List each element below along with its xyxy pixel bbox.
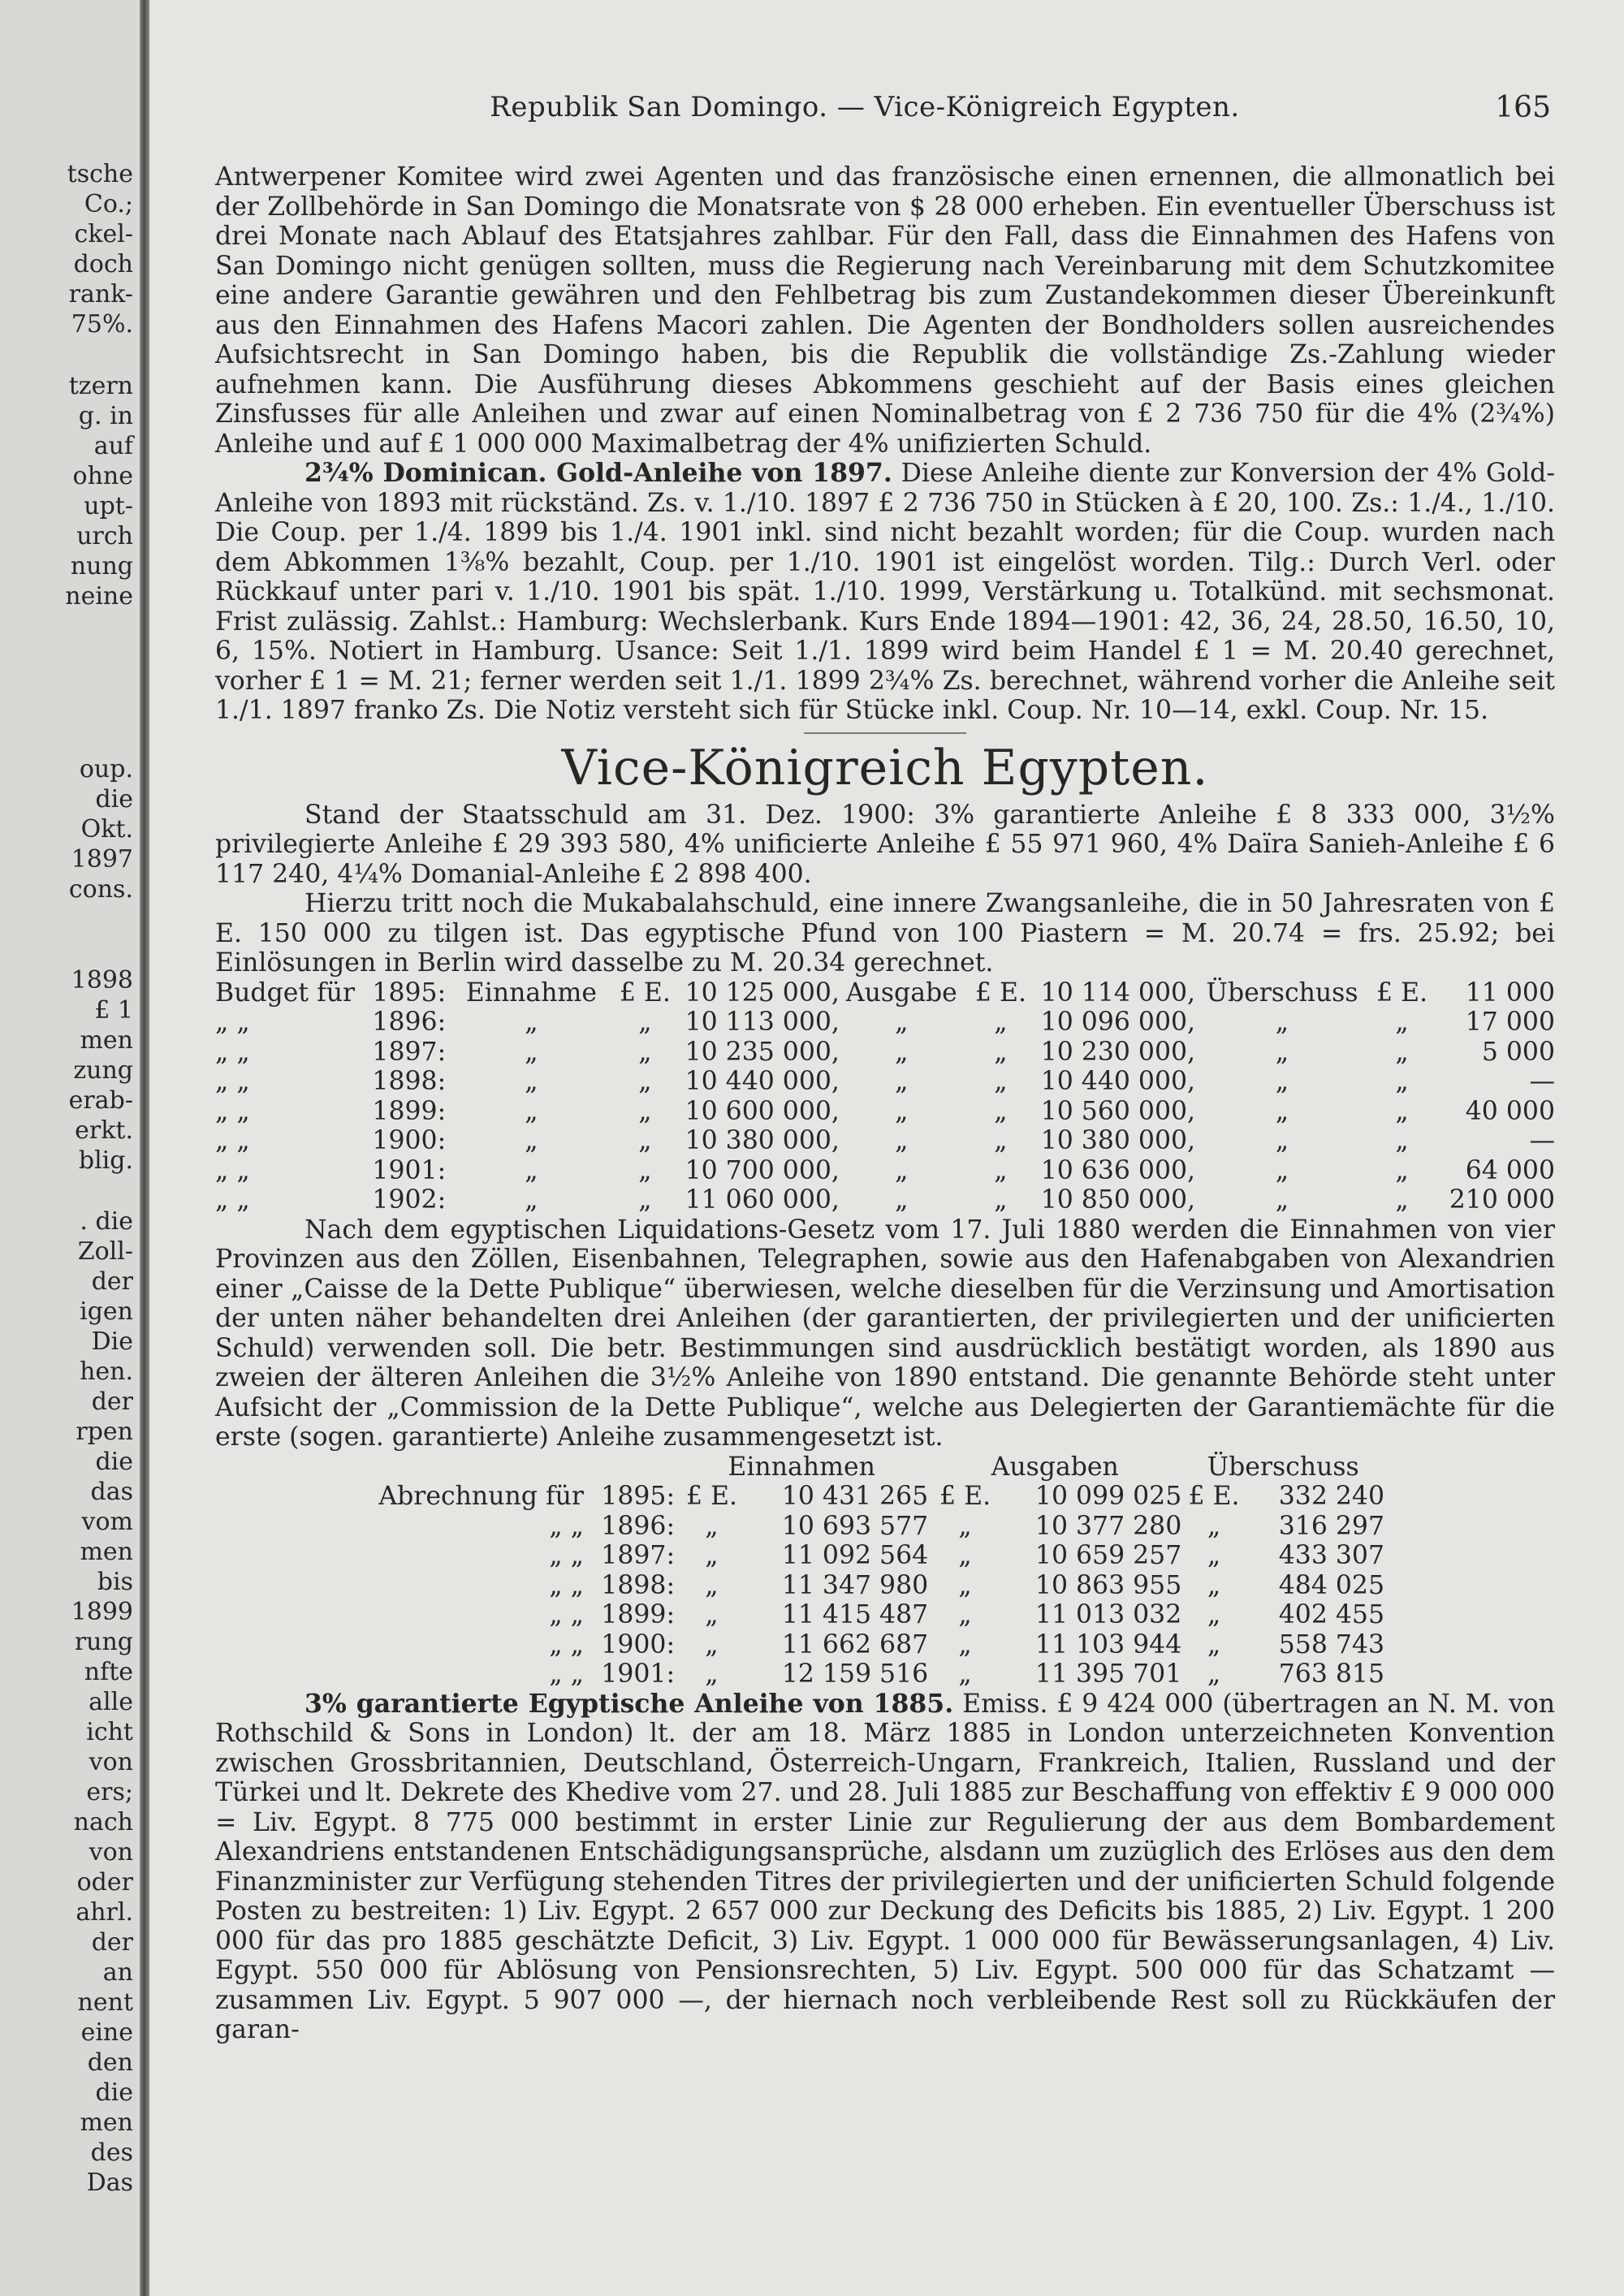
- accounts-cell-aus: 10 659 257: [1034, 1541, 1182, 1570]
- budget-cell-aus-lbl: „: [895, 1096, 909, 1126]
- accounts-cell-ein: 12 159 516: [781, 1659, 929, 1689]
- budget-cell-ein-lbl: „: [525, 1008, 538, 1037]
- left-page-fragment: 1898: [71, 966, 133, 995]
- budget-cell-ein-cur: „: [638, 1067, 652, 1096]
- accounts-cell-ein: 10 693 577: [781, 1511, 929, 1541]
- left-page-fragment: 1897: [71, 845, 133, 874]
- text-column: [215, 162, 1555, 2045]
- budget-cell-ein: 10 700 000,: [685, 1155, 840, 1185]
- left-page-fragment: tsche: [67, 160, 133, 188]
- budget-row: [215, 1067, 1555, 1097]
- budget-cell-ueb-cur: „: [1395, 1096, 1409, 1126]
- left-page-fragment: 1899: [71, 1598, 133, 1626]
- left-page-fragment: die: [95, 2078, 133, 2107]
- left-page-fragment: tzern: [68, 372, 133, 400]
- budget-cell-ein-cur: „: [638, 1185, 652, 1215]
- left-page-fragment: blig.: [78, 1146, 133, 1175]
- left-page-fragment: den: [87, 2048, 133, 2077]
- budget-row: [215, 1126, 1555, 1156]
- budget-cell-ein-cur: „: [638, 1126, 652, 1155]
- left-page-fragment: £ 1: [94, 996, 133, 1025]
- budget-cell-aus-cur: „: [994, 1096, 1008, 1126]
- budget-cell-lbl: „ „: [215, 1037, 250, 1067]
- budget-cell-ein-lbl: Einnahme: [465, 978, 597, 1008]
- left-page-fragment: das: [90, 1478, 133, 1506]
- budget-cell-ein-cur: „: [638, 1008, 652, 1037]
- left-page-fragment: men: [80, 1026, 133, 1055]
- budget-cell-ueb-cur: „: [1395, 1067, 1409, 1096]
- budget-cell-ueb-cur: „: [1395, 1037, 1409, 1067]
- left-page-fragment: nung: [70, 552, 133, 580]
- left-page-fragment: ohne: [72, 462, 133, 490]
- left-page-fragment: men: [80, 2108, 133, 2137]
- loan-1885-text: Emiss. £ 9 424 000 (übertragen an N. M. von Rothschild & Sons in London) lt. der am 18. März 1885 in London unterzeichneten Konvention zwischen Grossbritannien, Deutschland, Österreich-Ungarn, Frankreich, Italien, Russland und der Türkei und lt. Dekrete des Khedive vom 27. und 28. Juli 1885 zur Beschaffung von effektiv £ 9 000 000 = Liv. Egypt. 8 775 000 bestimmt in erster Linie zur Regulierung der aus dem Bombardement Alexandriens entstandenen Entschädigungsansprüche, alsdann um zuzüglich des Erlöses aus den dem Finanzminister zur Verfügung stehenden Titres der privilegierten und der unificierten Schuld folgende Posten zu bestreiten: 1) Liv. Egypt. 2 657 000 zur Deckung des Deficits bis 1885, 2) Liv. Egypt. 1 200 000 für das pro 1885 geschätzte Deficit, 3) Liv. Egypt. 1 000 000 für Bewässerungsanlagen, 4) Liv. Egypt. 550 000 für Ablösung von Pensionsrechten, 5) Liv. Egypt. 500 000 für das Schatzamt — zusammen Liv. Egypt. 5 907 000 —, der hiernach noch verbleibende Rest soll zu Rückkäufen der garan-: [215, 1689, 1556, 2044]
- budget-cell-ueb: 11 000: [1465, 978, 1555, 1008]
- budget-row: [215, 1185, 1555, 1215]
- page-number: 165: [1495, 91, 1551, 124]
- accounts-cell-aus-cur: „: [958, 1570, 972, 1600]
- accounts-cell-ein-cur: „: [705, 1600, 719, 1629]
- budget-cell-ein-cur: „: [638, 1096, 652, 1126]
- left-page-fragment: erab-: [68, 1086, 133, 1115]
- left-page-fragment: alle: [89, 1688, 133, 1716]
- budget-cell-ueb: 210 000: [1449, 1185, 1555, 1215]
- budget-cell-aus-lbl: „: [895, 1008, 909, 1037]
- accounts-cell-aus: 11 013 032: [1034, 1600, 1182, 1629]
- budget-cell-year: 1901:: [372, 1155, 447, 1185]
- accounts-cell-lbl: „ „: [549, 1541, 584, 1570]
- budget-cell-ein-cur: „: [638, 1155, 652, 1185]
- budget-cell-ueb: 64 000: [1465, 1155, 1555, 1185]
- budget-cell-ein: 10 440 000,: [685, 1067, 840, 1096]
- paragraph-loan-1885: [215, 1690, 1555, 2045]
- book-gutter: [140, 0, 149, 2296]
- accounts-cell-ueb-cur: „: [1207, 1541, 1221, 1570]
- left-page-fragment: igen: [80, 1297, 133, 1326]
- accounts-cell-lbl: „ „: [549, 1511, 584, 1541]
- left-page-fragment: icht: [86, 1718, 133, 1746]
- budget-cell-aus: 10 230 000,: [1040, 1037, 1196, 1067]
- left-page-fragment: zung: [73, 1056, 133, 1085]
- budget-cell-aus-lbl: „: [895, 1155, 909, 1185]
- budget-cell-lbl: „ „: [215, 1155, 250, 1185]
- budget-cell-ueb-cur: „: [1395, 1008, 1409, 1037]
- accounts-header-row: [215, 1452, 1384, 1482]
- accounts-cell-ein-cur: „: [705, 1541, 719, 1570]
- accounts-cell-year: 1899:: [601, 1600, 676, 1629]
- accounts-cell-ueb: 433 307: [1278, 1541, 1384, 1570]
- accounts-cell-ein: 11 092 564: [781, 1541, 929, 1570]
- budget-cell-year: 1902:: [372, 1185, 447, 1215]
- accounts-cell-ueb: 316 297: [1278, 1511, 1384, 1541]
- accounts-cell-aus: 10 099 025: [1034, 1482, 1182, 1511]
- budget-cell-ueb-lbl: „: [1275, 1096, 1289, 1126]
- budget-cell-aus-lbl: Ausgabe: [845, 978, 957, 1008]
- budget-cell-ueb-cur: „: [1395, 1185, 1409, 1215]
- accounts-cell-year: 1901:: [601, 1659, 676, 1689]
- left-page-fragment: nent: [77, 1988, 133, 2017]
- paragraph-debt-status: Stand der Staatsschuld am 31. Dez. 1900: 3% garantierte Anleihe £ 8 333 000, 3½% privilegierte Anleihe £ 29 393 580, 4% unificierte Anleihe £ 55 971 960, 4% Daïra Sanieh-Anleihe £ 6 117 240, 4¼% Domanial-Anleihe £ 2 898 400.: [215, 800, 1555, 889]
- budget-cell-aus-cur: £ E.: [974, 978, 1026, 1008]
- accounts-cell-aus-cur: „: [958, 1541, 972, 1570]
- running-title: Republik San Domingo. — Vice-Königreich Egypten.: [490, 91, 1240, 123]
- budget-cell-ein-lbl: „: [525, 1067, 538, 1096]
- left-page-fragment: des: [90, 2138, 133, 2167]
- budget-table: [215, 978, 1555, 1215]
- left-page-fragment: urch: [76, 522, 133, 550]
- accounts-cell-ein-cur: „: [705, 1570, 719, 1600]
- budget-cell-ueb-cur: „: [1395, 1126, 1409, 1155]
- budget-row: [215, 1038, 1555, 1068]
- budget-cell-ueb: —: [1529, 1126, 1555, 1155]
- paragraph-mukabala: Hierzu tritt noch die Mukabalahschuld, eine innere Zwangsanleihe, die in 50 Jahresraten von £ E. 150 000 zu tilgen ist. Das egyptische Pfund von 100 Piastern = M. 20.74 = frs. 25.92; bei Einlösungen in Berlin wird dasselbe zu M. 20.34 gerechnet.: [215, 889, 1555, 978]
- accounts-table: [215, 1452, 1384, 1690]
- accounts-cell-lbl: Abrechnung für: [378, 1482, 584, 1511]
- budget-row: [215, 1097, 1555, 1127]
- budget-cell-ueb-lbl: „: [1275, 1126, 1289, 1155]
- budget-cell-ein: 10 380 000,: [685, 1126, 840, 1155]
- budget-cell-aus: 10 096 000,: [1040, 1008, 1196, 1037]
- left-page-fragment: der: [91, 1388, 133, 1416]
- accounts-cell-ueb-cur: „: [1207, 1511, 1221, 1541]
- left-page-fragment: Das: [86, 2169, 133, 2197]
- budget-cell-ueb-cur: £ E.: [1376, 978, 1428, 1008]
- accounts-cell-year: 1897:: [601, 1541, 676, 1570]
- accounts-cell-ein-cur: „: [705, 1659, 719, 1689]
- budget-cell-aus-cur: „: [994, 1067, 1008, 1096]
- accounts-cell-aus: 11 395 701: [1034, 1659, 1182, 1689]
- budget-cell-aus-lbl: „: [895, 1037, 909, 1067]
- budget-cell-ein-cur: £ E.: [619, 978, 671, 1008]
- left-page-fragment: Zoll-: [77, 1237, 133, 1266]
- accounts-cell-ein-cur: „: [705, 1511, 719, 1541]
- budget-cell-ein-lbl: „: [525, 1037, 538, 1067]
- left-page-fragment: . die: [80, 1207, 133, 1236]
- left-page-fragment: die: [95, 785, 133, 814]
- left-page-fragment: Co.;: [84, 190, 133, 218]
- left-page-fragment: nfte: [84, 1658, 133, 1686]
- accounts-cell-year: 1896:: [601, 1511, 676, 1541]
- budget-row: [215, 978, 1555, 1008]
- budget-cell-ueb-lbl: Überschuss: [1206, 978, 1358, 1008]
- accounts-cell-aus: 10 863 955: [1034, 1570, 1182, 1600]
- budget-cell-ein: 10 235 000,: [685, 1037, 840, 1067]
- budget-cell-lbl: „ „: [215, 1096, 250, 1126]
- budget-cell-year: 1895:: [372, 978, 447, 1008]
- budget-cell-year: 1898:: [372, 1067, 447, 1096]
- budget-cell-year: 1897:: [372, 1037, 447, 1067]
- accounts-cell-ein: 11 347 980: [781, 1570, 929, 1600]
- left-page-fragment: von: [89, 1838, 133, 1867]
- budget-cell-ueb-lbl: „: [1275, 1155, 1289, 1185]
- header-ausgaben: Ausgaben: [991, 1452, 1119, 1482]
- accounts-row: [215, 1659, 1384, 1690]
- accounts-cell-ueb-cur: „: [1207, 1570, 1221, 1600]
- budget-cell-ueb-lbl: „: [1275, 1008, 1289, 1037]
- budget-cell-year: 1900:: [372, 1126, 447, 1155]
- left-page-fragment: Okt.: [80, 815, 133, 844]
- left-page-fragment: men: [80, 1538, 133, 1566]
- budget-row: [215, 1008, 1555, 1038]
- budget-cell-ein: 10 125 000,: [685, 978, 840, 1008]
- left-page-fragment: doch: [73, 250, 133, 278]
- accounts-cell-ueb-cur: £ E.: [1188, 1482, 1240, 1511]
- budget-cell-ein-lbl: „: [525, 1155, 538, 1185]
- budget-cell-ueb-lbl: „: [1275, 1037, 1289, 1067]
- loan-heading: 2¾% Dominican. Gold-Anleihe von 1897.: [304, 458, 892, 488]
- left-page-fragment: ahrl.: [76, 1898, 133, 1927]
- accounts-cell-ueb: 402 455: [1278, 1600, 1384, 1629]
- left-page-fragment: an: [102, 1958, 133, 1987]
- left-page-fragment: neine: [65, 582, 133, 611]
- budget-cell-aus-lbl: „: [895, 1185, 909, 1215]
- accounts-cell-year: 1900:: [601, 1629, 676, 1659]
- budget-cell-aus-cur: „: [994, 1185, 1008, 1215]
- accounts-cell-ein-cur: £ E.: [685, 1482, 737, 1511]
- budget-cell-lbl: „ „: [215, 1126, 250, 1155]
- accounts-cell-year: 1898:: [601, 1570, 676, 1600]
- accounts-cell-ueb-cur: „: [1207, 1659, 1221, 1689]
- loan-text: Diese Anleihe diente zur Konversion der 4% Gold-Anleihe von 1893 mit rückständ. Zs. v. 1./10. 1897 £ 2 736 750 in Stücken à £ 20, 100. Zs.: 1./4., 1./10. Die Coup. per 1./4. 1899 bis 1./4. 1901 inkl. sind nicht bezahlt worden; für die Coup. wurden nach dem Abkommen 1⅜% bezahlt, Coup. per 1./10. 1901 ist eingelöst worden. Tilg.: Durch Verl. oder Rückkauf unter pari v. 1./10. 1901 bis spät. 1./10. 1999, Verstärkung u. Totalkünd. mit sechsmonat. Frist zulässig. Zahlst.: Hamburg: Wechslerbank. Kurs Ende 1894—1901: 42, 36, 24, 28.50, 16.50, 10, 6, 15%. Notiert in Hamburg. Usance: Seit 1./1. 1899 wird beim Handel £ 1 = M. 20.40 gerechnet, vorher £ 1 = M. 21; ferner werden seit 1./1. 1899 2¾% Zs. berechnet, während vorher die Anleihe seit 1./1. 1897 franko Zs. Die Notiz versteht sich für Stücke inkl. Coup. Nr. 10—14, exkl. Coup. Nr. 15.: [215, 459, 1555, 725]
- budget-cell-lbl: „ „: [215, 1008, 250, 1037]
- paragraph-agreement: Antwerpener Komitee wird zwei Agenten und das französische einen ernennen, die allmonatlich bei der Zollbehörde in San Domingo die Monatsrate von $ 28 000 erheben. Ein eventueller Überschuss ist drei Monate nach Ablauf des Etatsjahres zahlbar. Für den Fall, dass die Einnahmen des Hafens von San Domingo nicht genügen sollten, muss die Regierung nach Vereinbarung mit dem Schutzkomitee eine andere Garantie gewähren und den Fehlbetrag bis zum Zustandekommen dieser Übereinkunft aus den Einnahmen des Hafens Macori zahlen. Die Agenten der Bondholders sollen ausreichendes Aufsichtsrecht in San Domingo haben, bis die Republik die vollständige Zs.-Zahlung wieder aufnehmen kann. Die Ausführung dieses Abkommens geschieht auf der Basis eines gleichen Zinsfusses für alle Anleihen und zwar auf einen Nominalbetrag von £ 2 736 750 für die 4% (2¾%) Anleihe und auf £ 1 000 000 Maximalbetrag der 4% unifizierten Schuld.: [215, 162, 1555, 459]
- budget-cell-ein-lbl: „: [525, 1096, 538, 1126]
- accounts-row: [215, 1482, 1384, 1512]
- budget-cell-year: 1899:: [372, 1096, 447, 1126]
- budget-cell-aus: 10 850 000,: [1040, 1185, 1196, 1215]
- left-page-fragment: erkt.: [75, 1116, 133, 1145]
- budget-cell-ein-lbl: „: [525, 1185, 538, 1215]
- page: [150, 0, 1624, 2296]
- budget-cell-lbl: Budget für: [215, 978, 356, 1008]
- accounts-cell-aus: 10 377 280: [1034, 1511, 1182, 1541]
- budget-cell-year: 1896:: [372, 1008, 447, 1037]
- left-page-fragment: eine: [80, 2018, 133, 2047]
- budget-cell-ueb-lbl: „: [1275, 1067, 1289, 1096]
- accounts-cell-ein: 10 431 265: [781, 1482, 929, 1511]
- accounts-cell-lbl: „ „: [549, 1600, 584, 1629]
- budget-cell-aus-cur: „: [994, 1008, 1008, 1037]
- left-page-fragment: rpen: [76, 1418, 133, 1446]
- left-page-fragment: cons.: [68, 875, 133, 904]
- left-page-fragment: vom: [81, 1508, 133, 1536]
- budget-cell-aus: 10 560 000,: [1040, 1096, 1196, 1126]
- left-page-fragment: rung: [74, 1628, 133, 1656]
- budget-cell-aus-cur: „: [994, 1126, 1008, 1155]
- budget-cell-ueb: —: [1529, 1067, 1555, 1096]
- loan-1885-heading: 3% garantierte Egyptische Anleihe von 1885.: [304, 1688, 954, 1719]
- accounts-cell-aus-cur: „: [958, 1511, 972, 1541]
- left-page-fragment: der: [91, 1267, 133, 1296]
- left-page-fragment: nach: [73, 1808, 133, 1836]
- accounts-row: [215, 1630, 1384, 1660]
- accounts-cell-ein: 11 662 687: [781, 1629, 929, 1659]
- accounts-cell-ueb: 332 240: [1278, 1482, 1384, 1511]
- paragraph-loan-1897: [215, 459, 1555, 726]
- budget-cell-ein: 11 060 000,: [685, 1185, 840, 1215]
- budget-cell-ein: 10 113 000,: [685, 1008, 840, 1037]
- left-page-fragment: 75%.: [71, 310, 133, 339]
- header-ueberschuss: Überschuss: [1207, 1452, 1359, 1482]
- left-page-fragment: rank-: [68, 280, 133, 309]
- accounts-cell-aus: 11 103 944: [1034, 1629, 1182, 1659]
- accounts-cell-ueb-cur: „: [1207, 1600, 1221, 1629]
- left-page-fragment: auf: [93, 432, 133, 460]
- accounts-row: [215, 1571, 1384, 1601]
- budget-cell-aus: 10 636 000,: [1040, 1155, 1196, 1185]
- left-page-fragment: ckel-: [74, 220, 133, 248]
- left-page-fragment: Die: [91, 1327, 133, 1356]
- section-title: Vice-Königreich Egypten.: [561, 739, 1209, 796]
- left-page-edge: [0, 0, 138, 2296]
- header-einnahmen: Einnahmen: [728, 1452, 875, 1482]
- accounts-row: [215, 1512, 1384, 1542]
- budget-cell-ueb: 40 000: [1465, 1096, 1555, 1126]
- left-page-fragment: g. in: [78, 402, 133, 430]
- budget-cell-aus-cur: „: [994, 1155, 1008, 1185]
- budget-cell-aus: 10 114 000,: [1040, 978, 1196, 1008]
- left-page-fragment: bis: [97, 1568, 133, 1596]
- budget-row: [215, 1156, 1555, 1186]
- section-divider: [804, 732, 966, 734]
- left-page-fragment: oup.: [79, 755, 133, 783]
- budget-cell-ein: 10 600 000,: [685, 1096, 840, 1126]
- budget-cell-ueb: 17 000: [1465, 1008, 1555, 1037]
- accounts-cell-ueb-cur: „: [1207, 1629, 1221, 1659]
- accounts-cell-ein: 11 415 487: [781, 1600, 929, 1629]
- budget-cell-ein-lbl: „: [525, 1126, 538, 1155]
- budget-cell-aus: 10 380 000,: [1040, 1126, 1196, 1155]
- left-page-fragment: oder: [76, 1868, 133, 1897]
- accounts-cell-ueb: 558 743: [1278, 1629, 1384, 1659]
- budget-cell-ein-cur: „: [638, 1037, 652, 1067]
- left-page-fragment: von: [89, 1748, 133, 1776]
- accounts-cell-aus-cur: „: [958, 1600, 972, 1629]
- budget-cell-lbl: „ „: [215, 1067, 250, 1096]
- budget-cell-ueb-lbl: „: [1275, 1185, 1289, 1215]
- accounts-cell-lbl: „ „: [549, 1570, 584, 1600]
- paragraph-liquidation: Nach dem egyptischen Liquidations-Gesetz vom 17. Juli 1880 werden die Einnahmen von vier Provinzen aus den Zöllen, Eisenbahnen, Telegraphen, sowie aus den Hafenabgaben von Alexandrien einer „Caisse de la Dette Publique“ überwiesen, welche dieselben für die Verzinsung und Amortisation der unten näher behandelten drei Anleihen (der garantierten, der privilegierten und der unificierten Schuld) verwenden soll. Die betr. Bestimmungen sind ausdrücklich bestätigt worden, als 1890 aus zweien der älteren Anleihen die 3½% Anleihe von 1890 entstand. Die genannte Behörde steht unter Aufsicht der „Commission de la Dette Publique“, welche aus Delegierten der Garantiemächte für die erste (sogen. garantierte) Anleihe zusammengesetzt ist.: [215, 1215, 1555, 1452]
- accounts-cell-aus-cur: „: [958, 1629, 972, 1659]
- accounts-cell-lbl: „ „: [549, 1659, 584, 1689]
- accounts-cell-year: 1895:: [601, 1482, 676, 1511]
- accounts-cell-lbl: „ „: [549, 1629, 584, 1659]
- budget-cell-ueb-cur: „: [1395, 1155, 1409, 1185]
- accounts-cell-ueb: 484 025: [1278, 1570, 1384, 1600]
- budget-cell-aus-lbl: „: [895, 1126, 909, 1155]
- budget-cell-lbl: „ „: [215, 1185, 250, 1215]
- accounts-row: [215, 1541, 1384, 1571]
- accounts-cell-ueb: 763 815: [1278, 1659, 1384, 1689]
- left-page-fragment: die: [95, 1448, 133, 1476]
- accounts-row: [215, 1600, 1384, 1630]
- left-page-fragment: der: [91, 1928, 133, 1957]
- left-page-fragment: hen.: [80, 1357, 133, 1386]
- accounts-cell-aus-cur: £ E.: [939, 1482, 991, 1511]
- left-page-fragment: upt-: [84, 492, 133, 520]
- budget-cell-ueb: 5 000: [1481, 1037, 1555, 1067]
- budget-cell-aus-cur: „: [994, 1037, 1008, 1067]
- accounts-cell-ein-cur: „: [705, 1629, 719, 1659]
- accounts-cell-aus-cur: „: [958, 1659, 972, 1689]
- left-page-fragment: ers;: [86, 1778, 133, 1806]
- budget-cell-aus-lbl: „: [895, 1067, 909, 1096]
- budget-cell-aus: 10 440 000,: [1040, 1067, 1196, 1096]
